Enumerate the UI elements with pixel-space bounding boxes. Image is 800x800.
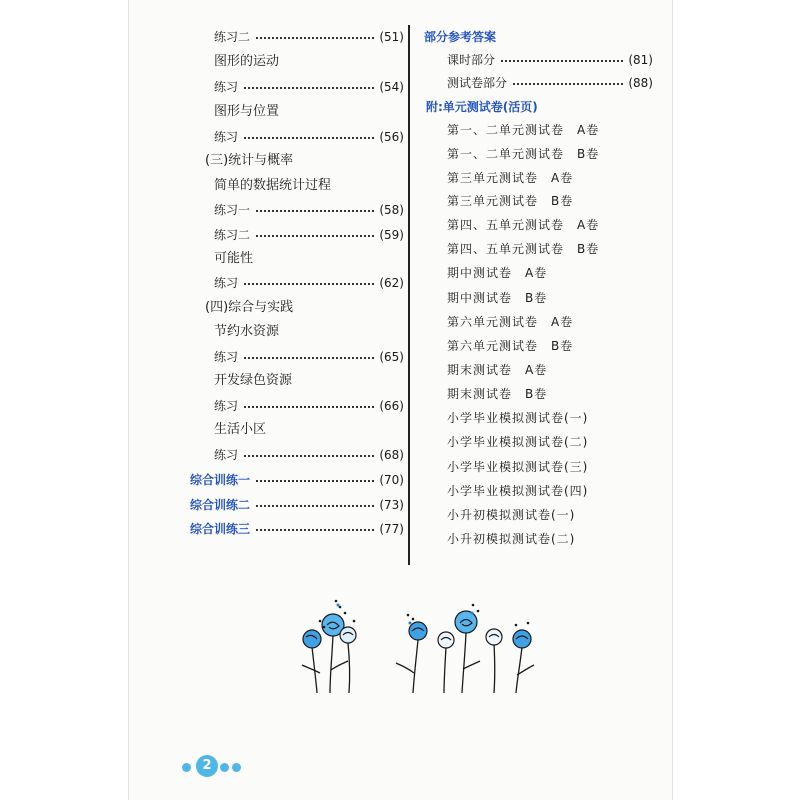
leader-dots xyxy=(256,529,374,531)
test-paper-item[interactable]: 期中测试卷 B卷 xyxy=(447,291,548,305)
leader-dots xyxy=(256,210,374,212)
toc-entry-page: (58) xyxy=(379,203,404,217)
toc-entry-label: 练习 xyxy=(214,80,239,94)
toc-entry-page: (81) xyxy=(628,53,653,67)
toc-training-entry[interactable] xyxy=(190,521,404,537)
toc-entry-label: 测试卷部分 xyxy=(447,76,508,90)
test-paper-item[interactable]: 小学毕业模拟测试卷(一) xyxy=(447,411,589,425)
test-paper-item[interactable]: 小升初模拟测试卷(二) xyxy=(447,532,576,546)
test-paper-item[interactable]: 第三单元测试卷 A卷 xyxy=(447,171,574,185)
toc-entry-label: 练习 xyxy=(214,350,239,364)
toc-topic-heading: 可能性 xyxy=(214,251,254,266)
test-paper-item[interactable]: 期末测试卷 A卷 xyxy=(447,363,548,377)
column-divider xyxy=(408,25,410,565)
decor-dot-icon xyxy=(220,763,229,772)
leader-dots xyxy=(244,137,374,139)
toc-entry-page: (51) xyxy=(379,30,404,44)
toc-entry[interactable] xyxy=(214,79,404,95)
toc-entry[interactable] xyxy=(214,227,404,243)
leader-dots xyxy=(256,37,374,39)
toc-topic-heading: 节约水资源 xyxy=(214,324,280,339)
toc-entry-page: (73) xyxy=(379,498,404,512)
leader-dots xyxy=(244,357,374,359)
test-paper-item[interactable]: 小升初模拟测试卷(一) xyxy=(447,508,576,522)
leader-dots xyxy=(256,505,374,507)
test-paper-item[interactable]: 期末测试卷 B卷 xyxy=(447,387,548,401)
toc-entry-page: (62) xyxy=(379,276,404,290)
toc-entry-label: 练习二 xyxy=(214,30,251,44)
test-paper-item[interactable]: 小学毕业模拟测试卷(二) xyxy=(447,435,589,449)
leader-dots xyxy=(256,480,374,482)
toc-topic-heading: 图形与位置 xyxy=(214,104,280,119)
toc-entry-label: 练习二 xyxy=(214,228,251,242)
toc-entry-label: 课时部分 xyxy=(447,53,496,67)
toc-entry-page: (66) xyxy=(379,399,404,413)
test-paper-item[interactable]: 第四、五单元测试卷 B卷 xyxy=(447,242,600,256)
toc-entry-label: 综合训练二 xyxy=(190,498,251,512)
toc-topic-heading: 开发绿色资源 xyxy=(214,373,293,388)
test-paper-item[interactable]: 小学毕业模拟测试卷(三) xyxy=(447,460,589,474)
toc-entry[interactable] xyxy=(214,275,404,291)
toc-entry-page: (59) xyxy=(379,228,404,242)
toc-entry[interactable] xyxy=(214,202,404,218)
toc-entry-page: (70) xyxy=(379,473,404,487)
leader-dots xyxy=(244,455,374,457)
test-paper-item[interactable]: 第四、五单元测试卷 A卷 xyxy=(447,218,600,232)
toc-training-entry[interactable] xyxy=(190,472,404,488)
decor-dot-icon xyxy=(182,763,191,772)
toc-entry[interactable] xyxy=(214,349,404,365)
toc-entry-page: (88) xyxy=(628,76,653,90)
leader-dots xyxy=(256,235,374,237)
leader-dots xyxy=(244,406,374,408)
flower-doodle-icon xyxy=(290,595,550,700)
toc-training-entry[interactable] xyxy=(190,497,404,513)
toc-entry-page: (54) xyxy=(379,80,404,94)
toc-entry-label: 综合训练一 xyxy=(190,473,251,487)
toc-entry-label: 综合训练三 xyxy=(190,522,251,536)
toc-entry[interactable] xyxy=(447,75,653,91)
answers-heading: 部分参考答案 xyxy=(424,30,497,44)
appendix-heading: 附:单元测试卷(活页) xyxy=(426,100,538,114)
leader-dots xyxy=(244,87,374,89)
toc-section-heading: (三)统计与概率 xyxy=(205,153,294,168)
test-paper-item[interactable]: 第六单元测试卷 A卷 xyxy=(447,315,574,329)
toc-entry-page: (56) xyxy=(379,130,404,144)
toc-entry-label: 练习 xyxy=(214,399,239,413)
leader-dots xyxy=(244,283,374,285)
leader-dots xyxy=(513,83,623,85)
toc-entry[interactable] xyxy=(447,52,653,68)
leader-dots xyxy=(501,60,623,62)
toc-topic-heading: 图形的运动 xyxy=(214,54,280,69)
test-paper-item[interactable]: 第六单元测试卷 B卷 xyxy=(447,339,574,353)
toc-entry-page: (77) xyxy=(379,522,404,536)
decor-dot-icon xyxy=(232,763,241,772)
page-number: 2 xyxy=(196,755,218,777)
toc-entry[interactable] xyxy=(214,129,404,145)
test-paper-item[interactable]: 第三单元测试卷 B卷 xyxy=(447,194,574,208)
test-paper-item[interactable]: 第一、二单元测试卷 B卷 xyxy=(447,147,600,161)
toc-entry-label: 练习 xyxy=(214,130,239,144)
toc-entry[interactable] xyxy=(214,29,404,45)
test-paper-item[interactable]: 期中测试卷 A卷 xyxy=(447,266,548,280)
toc-entry-label: 练习 xyxy=(214,276,239,290)
toc-entry-page: (68) xyxy=(379,448,404,462)
toc-entry-page: (65) xyxy=(379,350,404,364)
toc-section-heading: (四)综合与实践 xyxy=(205,300,294,315)
toc-entry-label: 练习 xyxy=(214,448,239,462)
toc-topic-heading: 生活小区 xyxy=(214,422,267,437)
page-number-badge xyxy=(182,755,242,779)
toc-entry[interactable] xyxy=(214,447,404,463)
test-paper-item[interactable]: 小学毕业模拟测试卷(四) xyxy=(447,484,589,498)
toc-entry[interactable] xyxy=(214,398,404,414)
test-paper-item[interactable]: 第一、二单元测试卷 A卷 xyxy=(447,123,600,137)
toc-entry-label: 练习一 xyxy=(214,203,251,217)
toc-topic-heading: 简单的数据统计过程 xyxy=(214,178,332,193)
